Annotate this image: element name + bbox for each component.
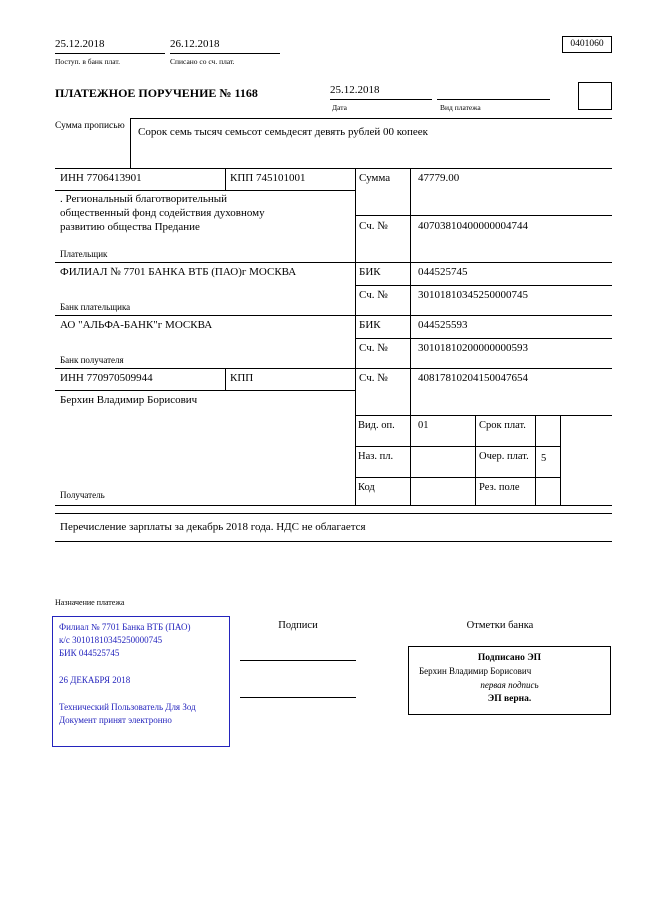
ep-signer-name: Берхин Владимир Борисович <box>419 666 532 677</box>
table-line <box>355 168 356 505</box>
naz-pl-label: Наз. пл. <box>358 451 394 462</box>
ep-signed-label: Подписано ЭП <box>477 653 542 663</box>
table-line <box>355 338 612 339</box>
document-date-label: Дата <box>332 103 347 112</box>
vid-op-label: Вид. оп. <box>358 420 395 431</box>
table-line <box>355 446 560 447</box>
table-line <box>225 168 226 190</box>
divider-line <box>55 541 612 542</box>
payee-section-label: Получатель <box>60 490 105 500</box>
table-line <box>355 477 560 478</box>
purpose-label: Назначение платежа <box>55 598 125 607</box>
amount-words-value: Сорок семь тысяч семьсот семьдесят девять рублей 00 копеек <box>138 126 429 138</box>
payee-bank-section-label: Банк получателя <box>60 355 124 365</box>
bank-stamp-box <box>52 616 230 747</box>
signature-line <box>240 660 356 661</box>
payer-account-label: Сч. № <box>359 220 388 232</box>
ep-first-signature-note: первая подпись <box>480 679 539 690</box>
table-line <box>55 315 612 316</box>
signature-line <box>240 697 356 698</box>
payer-bank-account-label: Сч. № <box>359 289 388 301</box>
divider-line <box>130 118 612 119</box>
signatures-heading: Подписи <box>278 620 318 631</box>
payer-inn: ИНН 7706413901 <box>60 172 142 184</box>
table-line <box>355 285 612 286</box>
table-line <box>355 415 612 416</box>
payee-kpp-label: КПП <box>230 372 254 384</box>
srok-plat-label: Срок плат. <box>479 420 526 431</box>
table-line <box>560 415 561 505</box>
amount-words-label: Сумма прописью <box>55 121 125 131</box>
payer-bank-bik-value: 044525745 <box>418 266 468 278</box>
stamp-bank-line: Филиал № 7701 Банка ВТБ (ПАО) <box>59 622 191 632</box>
date-debited-label: Списано со сч. плат. <box>170 57 235 66</box>
table-line <box>225 368 226 390</box>
stamp-bik-line: БИК 044525745 <box>59 648 120 659</box>
stamp-date-line: 26 ДЕКАБРЯ 2018 <box>59 675 131 686</box>
payer-bank-bik-label: БИК <box>359 266 381 278</box>
payee-name: Берхин Владимир Борисович <box>60 394 198 406</box>
table-line <box>355 215 612 216</box>
date-received-field: 25.12.2018 <box>55 38 165 54</box>
table-line <box>55 368 612 369</box>
purpose-text: Перечисление зарплаты за декабрь 2018 года. НДС не облагается <box>60 521 366 533</box>
payment-kind-label: Вид платежа <box>440 103 481 112</box>
payer-account-value: 40703810400000004744 <box>418 220 528 232</box>
date-received-label: Поступ. в банк плат. <box>55 57 120 66</box>
payee-account-value: 40817810204150047654 <box>418 372 528 384</box>
payer-section-label: Плательщик <box>60 249 108 259</box>
table-line <box>475 415 476 505</box>
vid-op-value: 01 <box>418 420 429 431</box>
table-line <box>535 415 536 505</box>
date-debited-field: 26.12.2018 <box>170 38 280 54</box>
payee-bank-name: АО "АЛЬФА-БАНК"г МОСКВА <box>60 319 213 331</box>
bank-marks-heading: Отметки банка <box>466 620 534 631</box>
amount-sum-value: 47779.00 <box>418 172 460 184</box>
rez-pole-label: Рез. поле <box>479 482 520 493</box>
divider-line <box>130 118 131 168</box>
ep-valid-label: ЭП верна. <box>487 694 532 705</box>
payee-bank-bik-value: 044525593 <box>418 319 468 331</box>
amount-sum-label: Сумма <box>359 172 391 184</box>
page-title: ПЛАТЕЖНОЕ ПОРУЧЕНИЕ № 1168 <box>55 86 258 100</box>
electronic-signature-box <box>408 646 611 715</box>
table-line <box>55 262 612 263</box>
form-code-box: 0401060 <box>562 36 612 53</box>
payee-bank-account-label: Сч. № <box>359 342 388 354</box>
payer-kpp: КПП 745101001 <box>230 172 306 184</box>
stamp-status-line: Документ принят электронно <box>59 715 172 726</box>
stamp-user-line: Технический Пользователь Для Зод <box>59 702 196 713</box>
payer-bank-account-value: 30101810345250000745 <box>418 289 528 301</box>
divider-line <box>55 513 612 514</box>
payer-name: . Региональный благотворительный общественный фонд содействия духовному развитию общества Предание <box>60 193 265 233</box>
table-line <box>55 190 355 191</box>
table-line <box>55 390 355 391</box>
payee-bank-bik-label: БИК <box>359 319 381 331</box>
payment-kind-box <box>578 82 612 110</box>
payer-bank-section-label: Банк плательщика <box>60 302 131 312</box>
ocher-plat-value: 5 <box>541 453 547 464</box>
document-date-field: 25.12.2018 <box>330 84 432 100</box>
payee-account-label: Сч. № <box>359 372 388 384</box>
payee-bank-account-value: 30101810200000000593 <box>418 342 528 354</box>
table-line <box>410 168 411 505</box>
payer-bank-name: ФИЛИАЛ № 7701 БАНКА ВТБ (ПАО)г МОСКВА <box>60 266 297 278</box>
stamp-corr-account-line: к/с 30101810345250000745 <box>59 635 163 646</box>
ocher-plat-label: Очер. плат. <box>479 451 529 462</box>
payee-inn: ИНН 770970509944 <box>60 372 153 384</box>
table-line <box>55 505 612 506</box>
kod-label: Код <box>358 482 375 493</box>
payment-kind-field <box>437 84 550 100</box>
table-line <box>55 168 612 169</box>
